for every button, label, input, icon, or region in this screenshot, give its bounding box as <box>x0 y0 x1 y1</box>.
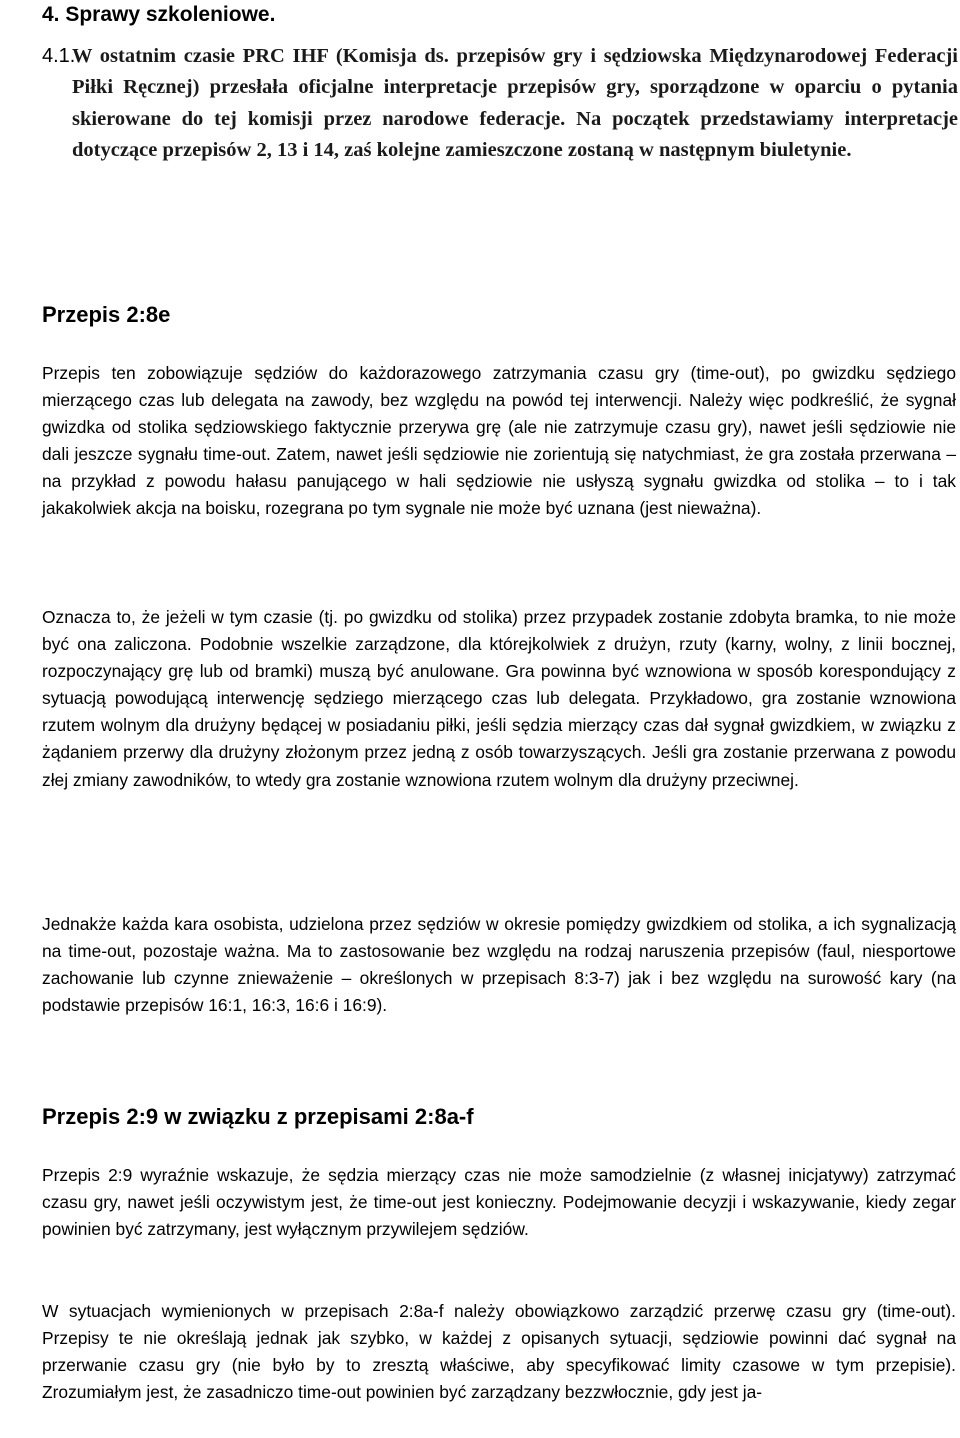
paragraph: Jednakże każda kara osobista, udzielona przez sędziów w okresie pomiędzy gwizdkiem od stolika, a ich sygnalizacją na time-out, pozostaje ważna. Ma to zastosowanie bez względu na rodzaj naruszenia przepisów (faul, niesportowe zachowanie lub czynne znieważenie – określonych w przepisach 8:3-7) jak i bez względu na surowość kary (na podstawie przepisów 16:1, 16:3, 16:6 i 16:9). <box>42 914 956 1016</box>
paragraph: Oznacza to, że jeżeli w tym czasie (tj. po gwizdku od stolika) przez przypadek zostanie zdobyta bramka, to nie może być ona zaliczona. Podobnie wszelkie zarządzone, dla którejkolwiek z drużyn, rzuty (karny, wolny, z linii bocznej, rozpoczynający grę lub od bramki) muszą być anulowane. Gra powinna być wznowiona w sposób korespondujący z sytuacją powodującą interwencję sędziego mierzącego czas lub delegata. Przykładowo, gra zostanie wznowiona rzutem wolnym dla drużyny będącej w posiadaniu piłki, jeśli sędzia mierzący czas dał sygnał gwizdkiem, w związku z żądaniem przerwy dla drużyny złożonym przez jedną z osób towarzyszących. Jeśli gra zostanie przerwana z powodu złej zmiany zawodników, to wtedy gra zostanie wznowiona rzutem wolnym dla drużyny przeciwnej. <box>42 607 956 790</box>
rule-heading-2-8e: Przepis 2:8e <box>42 302 171 327</box>
paragraph: W sytuacjach wymienionych w przepisach 2:8a-f należy obowiązkowo zarządzić przerwę czasu gry (time-out). Przepisy te nie określają jednak jak szybko, w każdej z opisanych sytuacji, sędziowie powinni dać sygnał na przerwanie czasu gry (nie było by to zresztą właściwe, aby specyfikować limity czasowe w tym przepisie). Zrozumiałym jest, że zasadniczo time-out powinien być zarządzany bezzwłocznie, gdy jest ja- <box>42 1301 956 1403</box>
section-heading: 4. Sprawy szkoleniowe. <box>42 3 276 26</box>
rule-heading-2-9: Przepis 2:9 w związku z przepisami 2:8a-f <box>42 1104 474 1129</box>
paragraph: Przepis 2:9 wyraźnie wskazuje, że sędzia mierzący czas nie może samodzielnie (z własnej inicjatywy) zatrzymać czasu gry, nawet jeśli oczywistym jest, że time-out jest konieczny. Podejmowanie decyzji i wskazywanie, kiedy zegar powinien być zatrzymany, jest wyłącznym przywilejem sędziów. <box>42 1165 956 1240</box>
item-number: 4.1. <box>42 45 76 67</box>
item-text: W ostatnim czasie PRC IHF (Komisja ds. przepisów gry i sędziowska Międzynarodowej Federacji Piłki Ręcznej) przesłała oficjalne interpretacje przepisów gry, sporządzone w oparciu o pytania skierowane do tej komisji przez narodowe federacje. Na początek przedstawiamy interpretacje dotyczące przepisów 2, 13 i 14, zaś kolejne zamieszczone zostaną w następnym biuletynie. <box>72 45 958 161</box>
paragraph: Przepis ten zobowiązuje sędziów do każdorazowego zatrzymania czasu gry (time-out), po gwizdku sędziego mierzącego czas lub delegata na zawody, bez względu na powód tej interwencji. Należy więc podkreślić, że sygnał gwizdka od stolika sędziowskiego faktycznie przerywa grę (ale nie zatrzymuje czasu gry), nawet jeśli sędziowie nie dali jeszcze sygnału time-out. Zatem, nawet jeśli sędziowie nie zorientują się natychmiast, że gra została przerwana – na przykład z powodu hałasu panującego w hali sędziowie nie usłyszą sygnału gwizdka od stolika – to i tak jakakolwiek akcja na boisku, rozegrana po tym sygnale nie może być uznana (jest nieważna). <box>42 363 956 519</box>
